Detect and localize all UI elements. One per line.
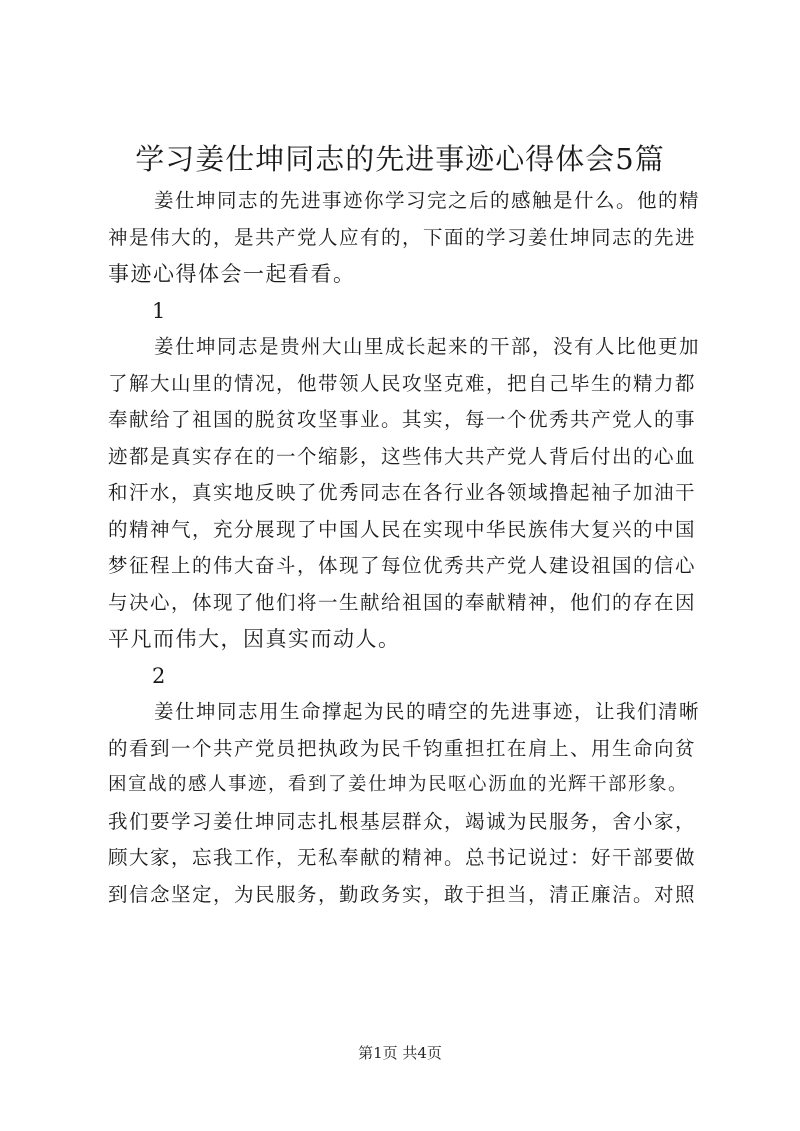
section-number: 2	[152, 663, 167, 688]
paragraph-line: 神是伟大的，是共产党人应有的，下面的学习姜仕坤同志的先进	[108, 225, 697, 249]
document-body	[108, 162, 702, 913]
paragraph-line: 了解大山里的情况，他带领人民攻坚克难，把自己毕生的精力都	[108, 371, 697, 395]
paragraph-line: 姜仕坤同志的先进事迹你学习完之后的感触是什么。他的精	[154, 189, 701, 212]
page-footer: 第1页 共4页	[358, 1044, 442, 1062]
paragraph-line: 奉献给了祖国的脱贫攻坚事业。其实，每一个优秀共产党人的事	[108, 408, 697, 431]
paragraph-line: 我们要学习姜仕坤同志扎根基层群众，竭诚为民服务，舍小家，	[108, 809, 697, 833]
paragraph-line: 姜仕坤同志用生命撑起为民的晴空的先进事迹，让我们清晰	[154, 700, 701, 723]
paragraph-line: 顾大家，忘我工作，无私奉献的精神。总书记说过：好干部要做	[108, 846, 697, 869]
paragraph-line: 困宣战的感人事迹，看到了姜仕坤为民呕心沥血的光辉干部形象。	[108, 774, 689, 795]
paragraph-line: 到信念坚定，为民服务，勤政务实，敢于担当，清正廉洁。对照	[108, 882, 697, 906]
paragraph-line: 的精神气，充分展现了中国人民在实现中华民族伟大复兴的中国	[108, 517, 697, 541]
paragraph-line: 的看到一个共产党员把执政为民千钧重担扛在肩上、用生命向贫	[108, 736, 697, 760]
document-title: 学习姜仕坤同志的先进事迹心得体会5篇	[135, 142, 665, 176]
paragraph-line: 平凡而伟大，因真实而动人。	[108, 627, 401, 651]
title-spacer	[108, 162, 702, 183]
paragraph-line: 和汗水，真实地反映了优秀同志在各行业各领域撸起袖子加油干	[108, 481, 697, 504]
paragraph-line: 梦征程上的伟大奋斗，体现了每位优秀共产党人建设祖国的信心	[108, 554, 697, 577]
paragraph-line: 事迹心得体会一起看看。	[108, 262, 356, 286]
section-number: 1	[152, 298, 167, 323]
paragraph-line: 迹都是真实存在的一个缩影，这些伟大共产党人背后付出的心血	[108, 444, 697, 468]
paragraph-line: 姜仕坤同志是贵州大山里成长起来的干部，没有人比他更加	[154, 335, 701, 358]
paragraph-line: 与决心，体现了他们将一生献给祖国的奉献精神，他们的存在因	[108, 590, 697, 614]
